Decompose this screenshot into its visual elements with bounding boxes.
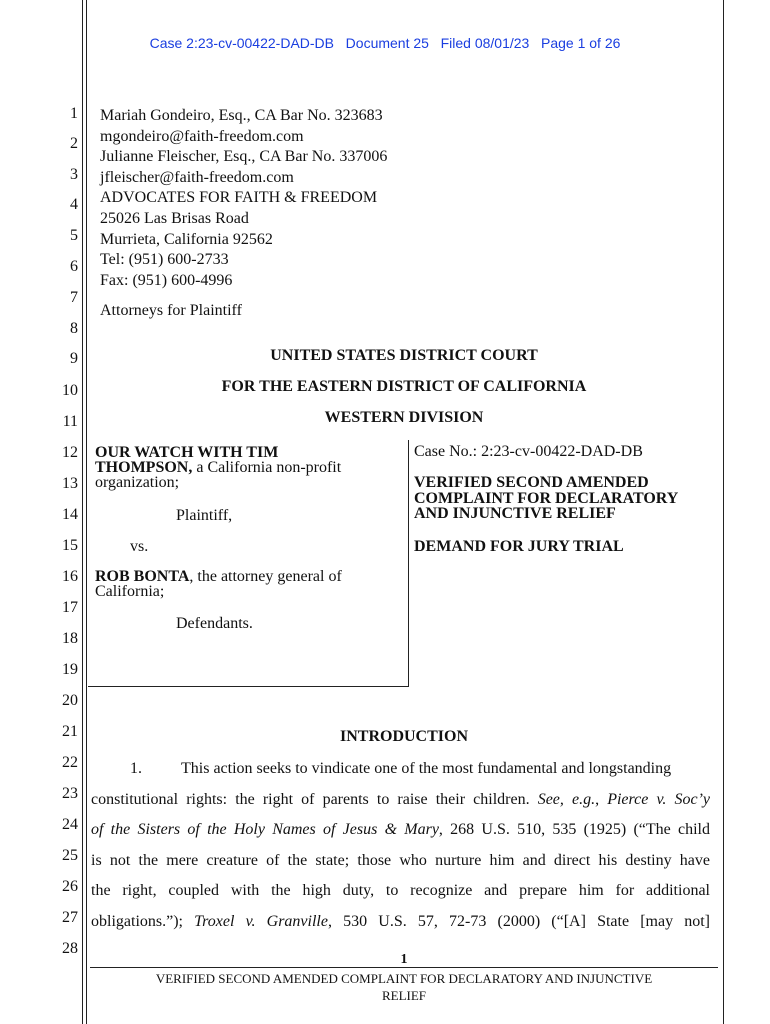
footer-line: RELIEF [381, 988, 427, 1003]
paragraph-text: , [595, 791, 608, 808]
court-district: FOR THE EASTERN DISTRICT OF CALIFORNIA [221, 378, 587, 395]
plaintiff-description: a California non-profit [192, 459, 342, 476]
pleading-title-line: AND INJUNCTIVE RELIEF [414, 505, 616, 522]
plaintiff-role: Plaintiff, [176, 507, 233, 524]
line-number: 3 [70, 166, 78, 183]
paragraph-number: 1. [130, 760, 142, 777]
line-number: 10 [62, 382, 78, 399]
paragraph-line [91, 851, 710, 871]
firm-phone: Tel: (951) 600-2733 [100, 251, 229, 269]
paragraph-text: , 268 U.S. 510, 535 (1925) (“The child [438, 821, 711, 838]
line-number: 13 [62, 475, 78, 492]
plaintiff-block [95, 445, 341, 490]
jury-demand: DEMAND FOR JURY TRIAL [414, 538, 624, 555]
line-number: 23 [62, 785, 78, 802]
line-number: 19 [62, 661, 78, 678]
line-number: 8 [70, 320, 78, 337]
pleading-title-line: VERIFIED SECOND AMENDED [414, 474, 649, 491]
left-margin-rule-outer [82, 0, 83, 1024]
citation-signal: See, e.g. [537, 791, 596, 808]
paragraph-line [91, 790, 710, 810]
right-margin-rule [723, 0, 724, 1024]
line-number: 2 [70, 135, 78, 152]
plaintiff-name-cont: THOMPSON, [95, 459, 193, 476]
line-number: 6 [70, 258, 78, 275]
line-number: 16 [62, 568, 78, 585]
case-name: Troxel v. Granville [194, 913, 328, 930]
paragraph-line [91, 881, 710, 901]
case-name: of the Sisters of the Holy Names of Jesus & Mary [91, 821, 439, 838]
firm-street: 25026 Las Brisas Road [100, 209, 249, 227]
line-number: 22 [62, 754, 78, 771]
footer-title [90, 970, 718, 1004]
line-number: 18 [62, 630, 78, 647]
paragraph-text: , 530 U.S. 57, 72-73 (2000) (“[A] State [may not] [327, 913, 711, 930]
paragraph-text: This action seeks to vindicate one of the most fundamental and longstanding [181, 760, 672, 777]
footer-line: VERIFIED SECOND AMENDED COMPLAINT FOR DECLARATORY AND INJUNCTIVE [155, 971, 653, 986]
line-number: 9 [70, 350, 78, 367]
line-number: 17 [62, 599, 78, 616]
attorney-name-2: Julianne Fleischer, Esq., CA Bar No. 337006 [100, 148, 388, 166]
defendant-description-cont: California; [95, 583, 165, 600]
case-name: Pierce v. Soc’y [607, 791, 711, 808]
paragraph-text: obligations.”); [91, 913, 195, 930]
line-number: 20 [62, 692, 78, 709]
line-number: 15 [62, 537, 78, 554]
line-number: 21 [62, 723, 78, 740]
line-number: 28 [62, 940, 78, 957]
paragraph-line [91, 820, 710, 840]
pleading-title [414, 475, 678, 522]
paragraph-line [91, 912, 710, 932]
pleading-title-line: COMPLAINT FOR DECLARATORY [414, 489, 679, 507]
court-name: UNITED STATES DISTRICT COURT [270, 347, 538, 364]
paragraph-text: is not the mere creature of the state; those who nurture him and direct his destiny have [91, 852, 710, 869]
defendant-block [95, 569, 342, 599]
paragraph-line [91, 759, 710, 779]
line-number: 26 [62, 878, 78, 895]
plaintiff-name: OUR WATCH WITH TIM [95, 444, 279, 461]
paragraph-text: constitutional rights: the right of parents to raise their children. [91, 791, 538, 808]
defendant-description: , the attorney general of [189, 568, 342, 585]
plaintiff-description-cont: organization; [95, 474, 180, 491]
firm-city: Murrieta, California 92562 [100, 230, 273, 248]
versus: vs. [130, 538, 149, 555]
line-number: 14 [62, 506, 78, 523]
paragraph-text: the right, coupled with the high duty, to recognize and prepare him for additional [91, 882, 710, 899]
footer-rule [90, 967, 718, 968]
attorney-email-1[interactable]: mgondeiro@faith-freedom.com [100, 127, 304, 145]
defendant-role: Defendants. [176, 615, 253, 632]
line-number: 4 [70, 196, 78, 213]
case-number-row [414, 443, 643, 461]
line-number: 5 [70, 227, 78, 244]
line-number: 24 [62, 816, 78, 833]
line-number: 7 [70, 289, 78, 306]
page-number: 1 [400, 952, 408, 967]
left-margin-rule-inner [86, 0, 87, 1024]
line-number: 25 [62, 847, 78, 864]
section-heading: INTRODUCTION [339, 728, 468, 745]
line-number: 1 [70, 105, 78, 122]
attorney-block [100, 106, 387, 291]
firm-fax: Fax: (951) 600-4996 [100, 271, 233, 289]
attorneys-for: Attorneys for Plaintiff [100, 302, 242, 319]
attorney-email-2[interactable]: jfleischer@faith-freedom.com [100, 168, 294, 186]
case-number: 2:23-cv-00422-DAD-DB [481, 443, 643, 460]
attorney-name-1: Mariah Gondeiro, Esq., CA Bar No. 323683 [100, 107, 383, 124]
case-number-label: Case No.: [414, 443, 478, 460]
ecf-header-stamp: Case 2:23-cv-00422-DAD-DB Document 25 Filed 08/01/23 Page 1 of 26 [149, 35, 621, 51]
line-number: 12 [62, 444, 78, 461]
line-number: 11 [62, 413, 78, 430]
court-division: WESTERN DIVISION [324, 409, 484, 426]
defendant-name: ROB BONTA [95, 568, 190, 585]
firm-name: ADVOCATES FOR FAITH & FREEDOM [100, 189, 378, 207]
line-number: 27 [62, 909, 78, 926]
